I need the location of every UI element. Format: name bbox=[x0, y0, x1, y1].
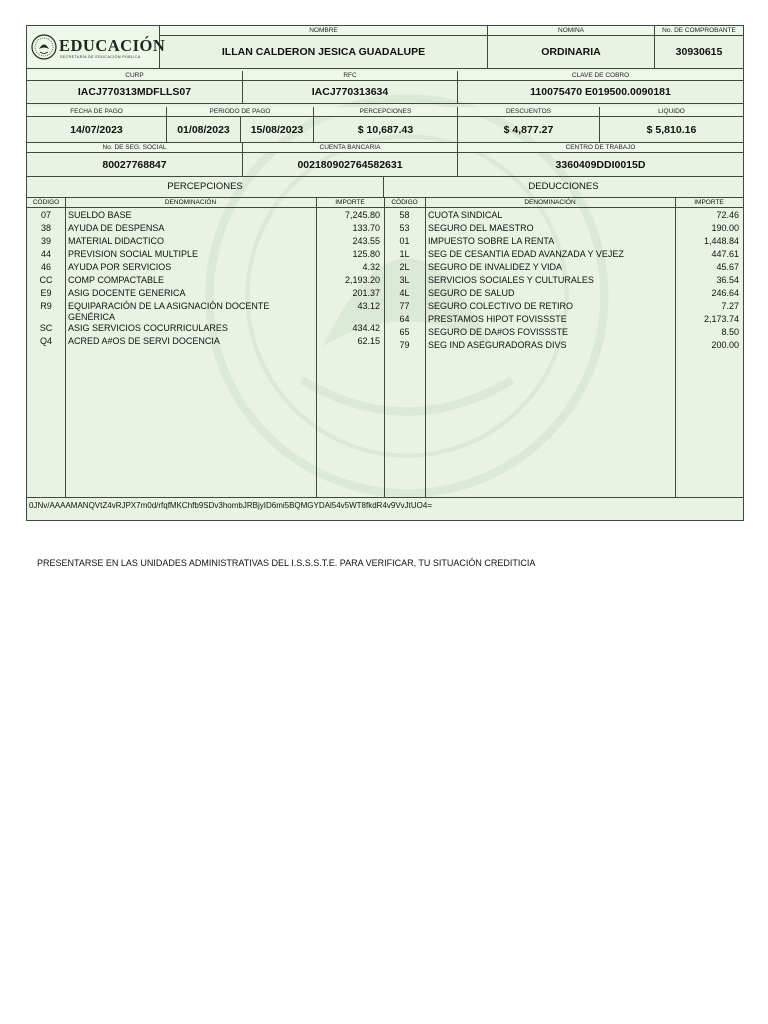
perc-col-codigo: CÓDIGO bbox=[27, 198, 65, 208]
perc-row-denominacion: AYUDA POR SERVICIOS bbox=[68, 262, 172, 272]
descuentos-total: $ 4,877.27 bbox=[458, 117, 600, 143]
ded-row-codigo: 53 bbox=[399, 223, 410, 233]
percepciones-title: PERCEPCIONES bbox=[27, 177, 384, 198]
perc-col-denominacion: DENOMINACIÓN bbox=[65, 198, 316, 208]
ded-col-denominacion: DENOMINACIÓN bbox=[425, 198, 675, 208]
perc-row-denominacion: MATERIAL DIDACTICO bbox=[68, 236, 165, 246]
percepciones-total: $ 10,687.43 bbox=[314, 117, 458, 143]
perc-row-importe: 4.32 bbox=[362, 262, 380, 272]
ded-row-importe: 190.00 bbox=[711, 223, 739, 233]
curp-label: CURP bbox=[27, 71, 243, 81]
perc-row-codigo: 07 bbox=[40, 210, 51, 220]
perc-row-codigo: 44 bbox=[40, 249, 51, 259]
ded-row-denominacion: SEGURO DEL MAESTRO bbox=[428, 223, 534, 233]
ded-col-importe: IMPORTE bbox=[675, 198, 743, 208]
perc-row-codigo: R9 bbox=[40, 301, 52, 311]
ded-row-denominacion: SEGURO DE INVALIDEZ Y VIDA bbox=[428, 262, 563, 272]
cuenta-label: CUENTA BANCARIA bbox=[243, 143, 458, 153]
perc-row-importe: 434.42 bbox=[352, 323, 380, 333]
issste-note: PRESENTARSE EN LAS UNIDADES ADMINISTRATIVAS DEL I.S.S.S.T.E. PARA VERIFICAR, TU SITUACIÓN CREDITICIA bbox=[37, 558, 536, 568]
perc-row-codigo: 39 bbox=[40, 236, 51, 246]
ded-row-importe: 2,173.74 bbox=[703, 314, 739, 324]
divider bbox=[65, 198, 66, 497]
perc-row-codigo: E9 bbox=[40, 288, 52, 298]
cuenta-value: 002180902764582631 bbox=[243, 153, 458, 177]
perc-row-importe: 243.55 bbox=[352, 236, 380, 246]
perc-row-codigo: 38 bbox=[40, 223, 51, 233]
nomina-value: ORDINARIA bbox=[488, 36, 655, 69]
digital-seal: 0JNv/AAAAMANQVtZ4vRJPX7m0d/rfqfMKChfb9SDv3hombJRBjyID6mi5BQMGYDAl54v5WT8fkdR4v9VvJtUO4= bbox=[29, 501, 433, 510]
ded-row-denominacion: IMPUESTO SOBRE LA RENTA bbox=[428, 236, 555, 246]
perc-row-denominacion: PREVISION SOCIAL MULTIPLE bbox=[68, 249, 199, 259]
ded-row-importe: 36.54 bbox=[716, 275, 739, 285]
perc-row-importe: 62.15 bbox=[357, 336, 380, 346]
perc-row-denominacion: AYUDA DE DESPENSA bbox=[68, 223, 165, 233]
perc-row-codigo: SC bbox=[39, 323, 53, 333]
ded-row-importe: 72.46 bbox=[716, 210, 739, 220]
pay-stub bbox=[26, 25, 744, 521]
periodo-inicio: 01/08/2023 bbox=[167, 117, 241, 143]
perc-row-importe: 125.80 bbox=[352, 249, 380, 259]
sep-logo bbox=[27, 26, 166, 69]
fecha-pago: 14/07/2023 bbox=[27, 117, 167, 143]
perc-row-importe: 7,245.80 bbox=[344, 210, 380, 220]
centro-label: CENTRO DE TRABAJO bbox=[458, 143, 743, 153]
perc-row-denominacion: EQUIPARACIÓN DE LA ASIGNACIÓN DOCENTE GENÉRICA bbox=[68, 301, 270, 322]
perc-row-codigo: CC bbox=[39, 275, 53, 285]
ded-row-importe: 1,448.84 bbox=[703, 236, 739, 246]
ded-row-denominacion: SERVICIOS SOCIALES Y CULTURALES bbox=[428, 275, 594, 285]
ded-row-codigo: 1L bbox=[399, 249, 410, 259]
perc-row-denominacion: ASIG DOCENTE GENERICA bbox=[68, 288, 186, 298]
rfc-value: IACJ770313634 bbox=[243, 81, 458, 104]
deducciones-title: DEDUCCIONES bbox=[384, 177, 743, 198]
comprobante-label: No. DE COMPROBANTE bbox=[655, 26, 743, 36]
seg-social-value: 80027768847 bbox=[27, 153, 243, 177]
ded-row-codigo: 65 bbox=[399, 327, 410, 337]
logo-subtitle: SECRETARÍA DE EDUCACIÓN PÚBLICA bbox=[60, 55, 141, 59]
perc-row-importe: 43.12 bbox=[357, 301, 380, 311]
ded-row-denominacion: SEGURO DE DA#OS FOVISSSTE bbox=[428, 327, 569, 337]
divider bbox=[27, 497, 743, 498]
ded-row-codigo: 4L bbox=[399, 288, 410, 298]
centro-value: 3360409DDI0015D bbox=[458, 153, 743, 177]
ded-row-importe: 246.64 bbox=[711, 288, 739, 298]
perc-row-denominacion: SUELDO BASE bbox=[68, 210, 132, 220]
percepciones-total-label: PERCEPCIONES bbox=[314, 107, 458, 117]
ded-row-denominacion: PRESTAMOS HIPOT FOVISSSTE bbox=[428, 314, 567, 324]
perc-col-importe: IMPORTE bbox=[316, 198, 384, 208]
ded-row-importe: 447.61 bbox=[711, 249, 739, 259]
ded-row-importe: 7.27 bbox=[721, 301, 739, 311]
perc-row-denominacion: ASIG SERVICIOS COCURRICULARES bbox=[68, 323, 228, 333]
ded-row-codigo: 01 bbox=[399, 236, 410, 246]
ded-row-importe: 200.00 bbox=[711, 340, 739, 350]
ded-row-codigo: 3L bbox=[399, 275, 410, 285]
liquido-total: $ 5,810.16 bbox=[600, 117, 743, 143]
periodo-fin: 15/08/2023 bbox=[241, 117, 314, 143]
liquido-label: LIQUIDO bbox=[600, 107, 743, 117]
divider bbox=[425, 198, 426, 497]
curp-value: IACJ770313MDFLLS07 bbox=[27, 81, 243, 104]
ded-row-denominacion: CUOTA SINDICAL bbox=[428, 210, 503, 220]
logo-title: EDUCACIÓN bbox=[59, 36, 166, 55]
ded-row-denominacion: SEG DE CESANTIA EDAD AVANZADA Y VEJEZ bbox=[428, 249, 624, 259]
perc-row-importe: 201.37 bbox=[352, 288, 380, 298]
rfc-label: RFC bbox=[243, 71, 458, 81]
perc-row-importe: 2,193.20 bbox=[344, 275, 380, 285]
seg-social-label: No. DE SEG. SOCIAL bbox=[27, 143, 243, 153]
perc-row-denominacion: COMP COMPACTABLE bbox=[68, 275, 165, 285]
periodo-label: PERIODO DE PAGO bbox=[167, 107, 314, 117]
employee-name: ILLAN CALDERON JESICA GUADALUPE bbox=[160, 36, 488, 69]
ded-row-denominacion: SEGURO DE SALUD bbox=[428, 288, 515, 298]
ded-row-codigo: 79 bbox=[399, 340, 410, 350]
descuentos-label: DESCUENTOS bbox=[458, 107, 600, 117]
perc-row-importe: 133.70 bbox=[352, 223, 380, 233]
perc-row-denominacion: ACRED A#OS DE SERVI DOCENCIA bbox=[68, 336, 220, 346]
ded-row-denominacion: SEGURO COLECTIVO DE RETIRO bbox=[428, 301, 574, 311]
ded-row-codigo: 64 bbox=[399, 314, 410, 324]
clave-value: 110075470 E019500.0090181 bbox=[458, 81, 743, 104]
nomina-label: NOMINA bbox=[488, 26, 655, 36]
ded-col-codigo: CÓDIGO bbox=[384, 198, 425, 208]
perc-row-codigo: Q4 bbox=[39, 336, 52, 346]
ded-row-denominacion: SEG IND ASEGURADORAS DIVS bbox=[428, 340, 567, 350]
ded-row-importe: 45.67 bbox=[716, 262, 739, 272]
eagle-seal-icon bbox=[31, 34, 57, 60]
nombre-label: NOMBRE bbox=[160, 26, 488, 36]
fecha-label: FECHA DE PAGO bbox=[27, 107, 167, 117]
comprobante-value: 30930615 bbox=[655, 36, 743, 69]
clave-label: CLAVE DE COBRO bbox=[458, 71, 743, 81]
ded-row-codigo: 58 bbox=[399, 210, 410, 220]
ded-row-importe: 8.50 bbox=[721, 327, 739, 337]
ded-row-codigo: 2L bbox=[399, 262, 410, 272]
perc-row-codigo: 46 bbox=[40, 262, 51, 272]
ded-row-codigo: 77 bbox=[399, 301, 410, 311]
